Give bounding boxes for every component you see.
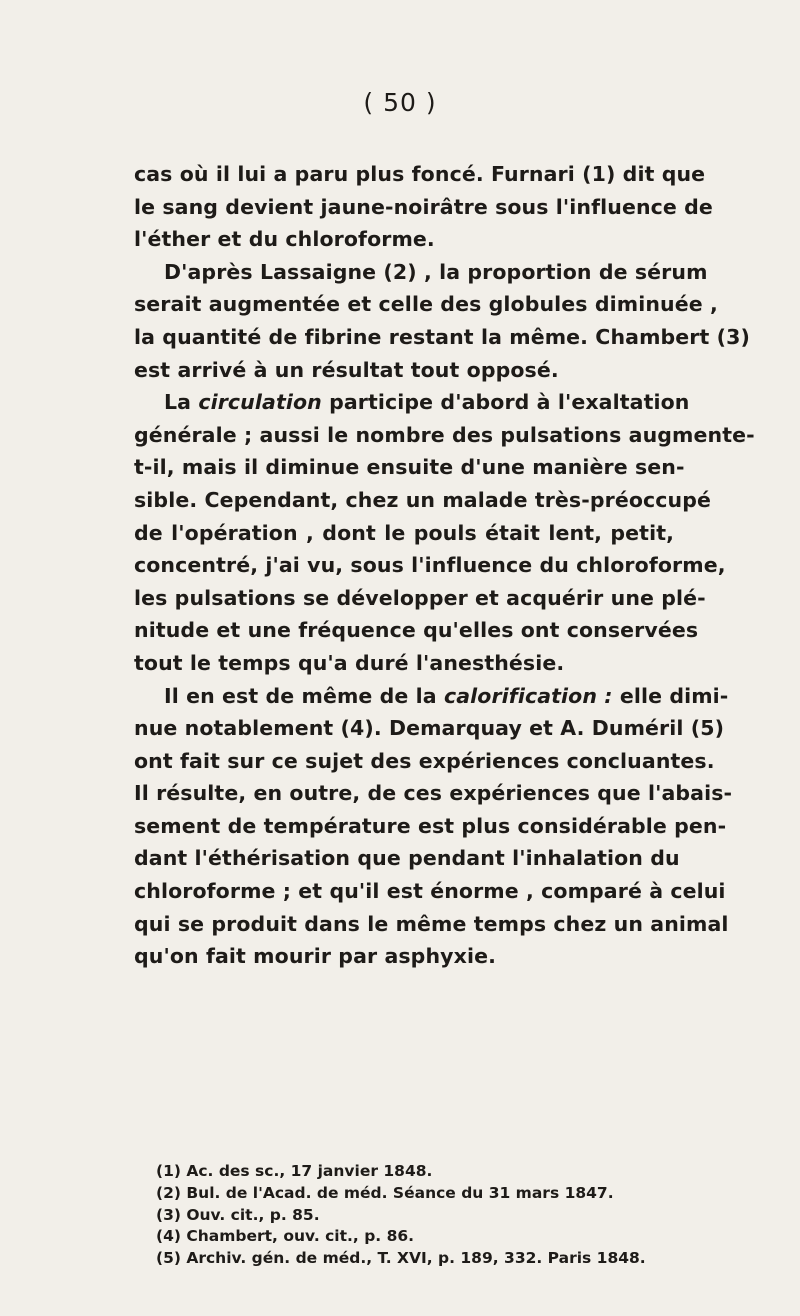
text-line: sement de température est plus considérable pen- <box>134 813 727 838</box>
text-line: le sang devient jaune-noirâtre sous l'influence de <box>134 194 713 219</box>
text-line: les pulsations se développer et acquérir une plé- <box>134 585 706 610</box>
text-line: concentré, j'ai vu, sous l'influence du chloroforme, <box>134 553 726 578</box>
text-line: chloroforme ; et qu'il est énorme , comparé à celui <box>134 879 726 904</box>
footnote: (1) Ac. des sc., 17 janvier 1848. <box>156 1162 433 1180</box>
footnote: (3) Ouv. cit., p. 85. <box>156 1205 320 1224</box>
text-line: cas où il lui a paru plus foncé. Furnari (1) dit que <box>134 162 706 186</box>
text-line: ont fait sur ce sujet des expériences concluantes. <box>134 748 715 773</box>
text-line: qui se produit dans le même temps chez un animal <box>134 911 729 936</box>
text-line: tout le temps qu'a duré l'anesthésie. <box>134 650 565 675</box>
italic-term: circulation <box>198 390 322 415</box>
text-line: est arrivé à un résultat tout opposé. <box>134 357 559 382</box>
italic-term: calorification : <box>443 683 613 708</box>
text-line: qu'on fait mourir par asphyxie. <box>134 944 496 969</box>
footnote: (2) Bul. de l'Acad. de méd. Séance du 31 mars 1847. <box>156 1183 614 1202</box>
text-line: Il résulte, en outre, de ces expériences que l'abais- <box>134 781 733 806</box>
text-fragment: participe d'abord à l'exaltation <box>321 390 690 415</box>
text-line: serait augmentée et celle des globules diminuée , <box>134 292 718 317</box>
text-line: l'éther et du chloroforme. <box>134 227 435 252</box>
footnote: (4) Chambert, ouv. cit., p. 86. <box>156 1227 415 1246</box>
text-line: D'après Lassaigne (2) , la proportion de sérum <box>164 259 708 284</box>
text-line-circulation <box>134 386 690 419</box>
text-fragment: La <box>164 390 199 415</box>
text-fragment: elle dimi- <box>612 683 729 708</box>
body-text <box>134 158 755 973</box>
text-line: la quantité de fibrine restant la même. Chambert (3) <box>134 324 750 349</box>
footnote: (5) Archiv. gén. de méd., T. XVI, p. 189, 332. Paris 1848. <box>156 1249 646 1268</box>
text-fragment: Il en est de même de la <box>164 683 444 708</box>
text-line: générale ; aussi le nombre des pulsations augmente- <box>134 422 755 447</box>
text-line: nue notablement (4). Demarquay et A. Duméril (5) <box>134 716 725 741</box>
text-line: sible. Cependant, chez un malade très-préoccupé <box>134 487 711 512</box>
page-number: ( 50 ) <box>363 88 437 117</box>
text-line: t-il, mais il diminue ensuite d'une manière sen- <box>134 455 685 480</box>
text-line-calorification <box>134 680 729 713</box>
text-line: nitude et une fréquence qu'elles ont conservées <box>134 618 699 643</box>
text-line: de l'opération , dont le pouls était lent, petit, <box>134 520 674 545</box>
footnotes <box>134 1161 694 1270</box>
text-line: dant l'éthérisation que pendant l'inhalation du <box>134 846 680 871</box>
